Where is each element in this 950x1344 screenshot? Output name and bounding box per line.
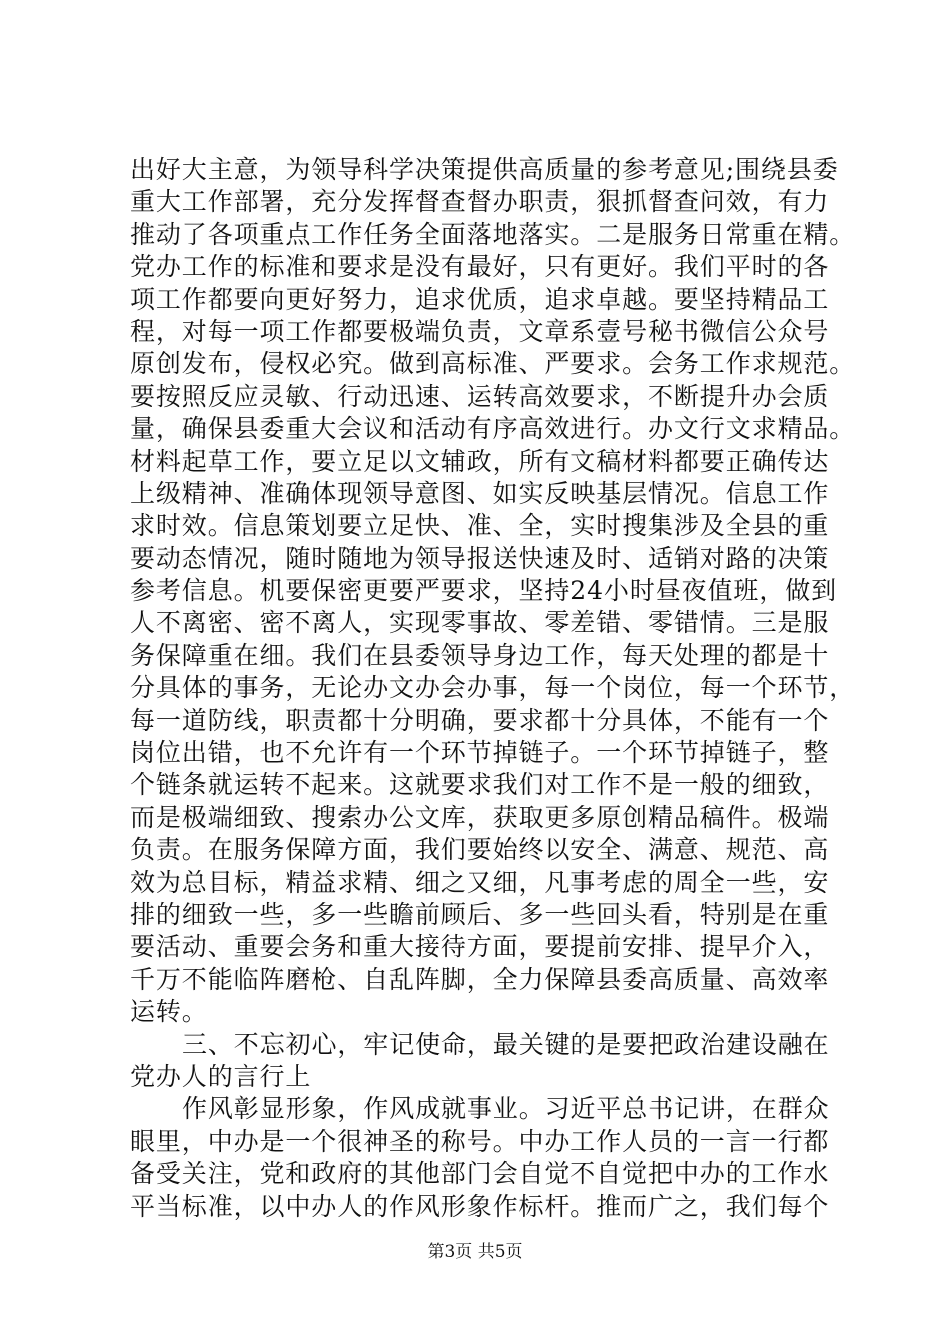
text-line: 出好大主意，为领导科学决策提供高质量的参考意见;围绕县委 <box>130 155 839 184</box>
text-line: 而是极端细致、搜索办公文库，获取更多原创精品稿件。极端 <box>130 802 830 832</box>
text-line: 上级精神、准确体现领导意图、如实反映基层情况。信息工作 <box>130 478 830 508</box>
text-line: 材料起草工作，要立足以文辅政，所有文稿材料都要正确传达 <box>130 446 830 476</box>
text-line: 求时效。信息策划要立足快、准、全，实时搜集涉及全县的重 <box>130 511 830 541</box>
body-text <box>130 154 856 1223</box>
text-line: 千万不能临阵磨枪、自乱阵脚，全力保障县委高质量、高效率 <box>130 964 830 994</box>
text-line: 分具体的事务，无论办文办会办事，每一个岗位，每一个环节， <box>130 673 856 703</box>
section-heading-line: 三、不忘初心，牢记使命，最关键的是要把政治建设融在 <box>182 1029 830 1059</box>
text-line: 原创发布，侵权必究。做到高标准、严要求。会务工作求规范。 <box>130 349 856 379</box>
text-line: 参考信息。机要保密更要严要求，坚持24小时昼夜值班，做到 <box>130 576 838 606</box>
text-line: 运转。 <box>130 997 208 1027</box>
text-line: 务保障重在细。我们在县委领导身边工作，每天处理的都是十 <box>130 640 830 670</box>
text-line: 效为总目标，精益求精、细之又细，凡事考虑的周全一些，安 <box>130 867 830 897</box>
text-line: 排的细致一些，多一些瞻前顾后、多一些回头看，特别是在重 <box>130 899 830 929</box>
text-line: 岗位出错，也不允许有一个环节掉链子。一个环节掉链子，整 <box>130 738 830 768</box>
section-heading-line: 党办人的言行上 <box>130 1061 312 1091</box>
text-line: 重大工作部署，充分发挥督查督办职责，狠抓督查问效，有力 <box>130 187 830 217</box>
text-line: 个链条就运转不起来。这就要求我们对工作不是一般的细致， <box>130 770 830 800</box>
page-footer: 第3页 共5页 <box>427 1242 523 1262</box>
text-line: 要动态情况，随时随地为领导报送快速及时、适销对路的决策 <box>130 543 830 573</box>
text-line: 眼里，中办是一个很神圣的称号。中办工作人员的一言一行都 <box>130 1126 830 1156</box>
text-line: 党办工作的标准和要求是没有最好，只有更好。我们平时的各 <box>130 252 830 282</box>
text-line: 每一道防线，职责都十分明确，要求都十分具体，不能有一个 <box>130 705 830 735</box>
text-line: 项工作都要向更好努力，追求优质，追求卓越。要坚持精品工 <box>130 284 830 314</box>
text-line: 要活动、重要会务和重大接待方面，要提前安排、提早介入， <box>130 932 830 962</box>
text-line: 平当标准，以中办人的作风形象作标杆。推而广之，我们每个 <box>130 1191 830 1221</box>
text-line: 推动了各项重点工作任务全面落地落实。二是服务日常重在精。 <box>130 219 856 249</box>
text-line: 人不离密、密不离人，实现零事故、零差错、零错情。三是服 <box>130 608 830 638</box>
text-line: 备受关注，党和政府的其他部门会自觉不自觉把中办的工作水 <box>130 1159 830 1189</box>
text-line: 量，确保县委重大会议和活动有序高效进行。办文行文求精品。 <box>130 414 856 444</box>
text-line: 负责。在服务保障方面，我们要始终以安全、满意、规范、高 <box>130 835 830 865</box>
text-line: 要按照反应灵敏、行动迅速、运转高效要求，不断提升办会质 <box>130 381 830 411</box>
text-line: 作风彰显形象，作风成就事业。习近平总书记讲，在群众 <box>182 1094 830 1124</box>
text-line: 程，对每一项工作都要极端负责，文章系壹号秘书微信公众号 <box>130 316 830 346</box>
